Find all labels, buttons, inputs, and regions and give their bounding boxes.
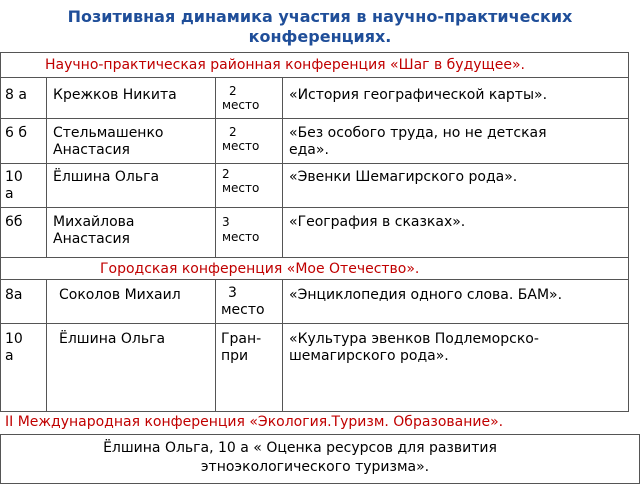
conf1-row1-name: Крежков Никита [53, 87, 177, 103]
conf1-row3-grade-line1: 10 [5, 169, 23, 185]
conf1-row3-topic: «Эвенки Шемагирского рода». [289, 169, 518, 185]
conf1-row4-place-num: 3 [222, 215, 230, 229]
conference-1-heading: Научно-практическая районная конференция «Шаг в будущее». [45, 57, 525, 73]
conf2-row1-place-word: место [221, 302, 265, 318]
conf2-row2-grade-line1: 10 [5, 331, 23, 347]
conf2-row2-place-line1: Гран- [221, 331, 262, 347]
conf2-row1-place-num: 3 [228, 285, 237, 301]
conf1-row4-grade: 6б [5, 214, 23, 230]
title-line-2: конференциях. [248, 27, 392, 46]
conf1-row2-place-word: место [222, 139, 260, 153]
conf1-row1-place-word: место [222, 98, 260, 112]
conf1-row1-place-num: 2 [229, 84, 237, 98]
conf1-row4-place-word: место [222, 230, 260, 244]
conference-2-heading: Городская конференция «Мое Отечество». [100, 261, 420, 277]
title-line-1: Позитивная динамика участия в научно-практических [67, 7, 573, 26]
conference-3-heading: II Международная конференция «Экология.Туризм. Образование». [5, 414, 504, 430]
page-title [0, 7, 640, 47]
conf2-row2-topic-line2: шемагирского рода». [289, 348, 449, 364]
conf1-row2-name-line1: Стельмашенко [53, 125, 164, 141]
conf1-row2-place-num: 2 [229, 125, 237, 139]
conf2-row1-name: Соколов Михаил [59, 287, 181, 303]
conf1-row1-topic: «История географической карты». [289, 87, 548, 103]
conf1-row2-topic-line2: еда». [289, 142, 329, 158]
conf1-row3-place-word: место [222, 181, 260, 195]
conf1-row4-name-line2: Анастасия [53, 231, 130, 247]
conf1-row3-place-num: 2 [222, 167, 230, 181]
conf1-row1-grade: 8 а [5, 87, 27, 103]
conf2-row2-grade-line2: а [5, 348, 14, 364]
conf1-row3-name: Ёлшина Ольга [53, 169, 160, 185]
conf1-row3-grade-line2: а [5, 186, 14, 202]
conf2-row1-topic: «Энциклопедия одного слова. БАМ». [289, 287, 563, 303]
conf1-row4-name-line1: Михайлова [53, 214, 135, 230]
conf2-row1-grade: 8а [5, 287, 23, 303]
conf1-row2-name-line2: Анастасия [53, 142, 130, 158]
conf1-row2-topic-line1: «Без особого труда, но не детская [289, 125, 547, 141]
conf2-row2-name: Ёлшина Ольга [59, 331, 166, 347]
conf2-row2-topic-line1: «Культура эвенков Подлеморско- [289, 331, 539, 347]
conf2-row2-place-line2: при [221, 348, 249, 364]
conf1-row2-grade: 6 б [5, 125, 27, 141]
conference-3-line1: Ёлшина Ольга, 10 а « Оценка ресурсов для развития [103, 440, 497, 456]
conference-3-line2: этноэкологического туризма». [200, 459, 430, 475]
conf1-row4-topic: «География в сказках». [289, 214, 466, 230]
